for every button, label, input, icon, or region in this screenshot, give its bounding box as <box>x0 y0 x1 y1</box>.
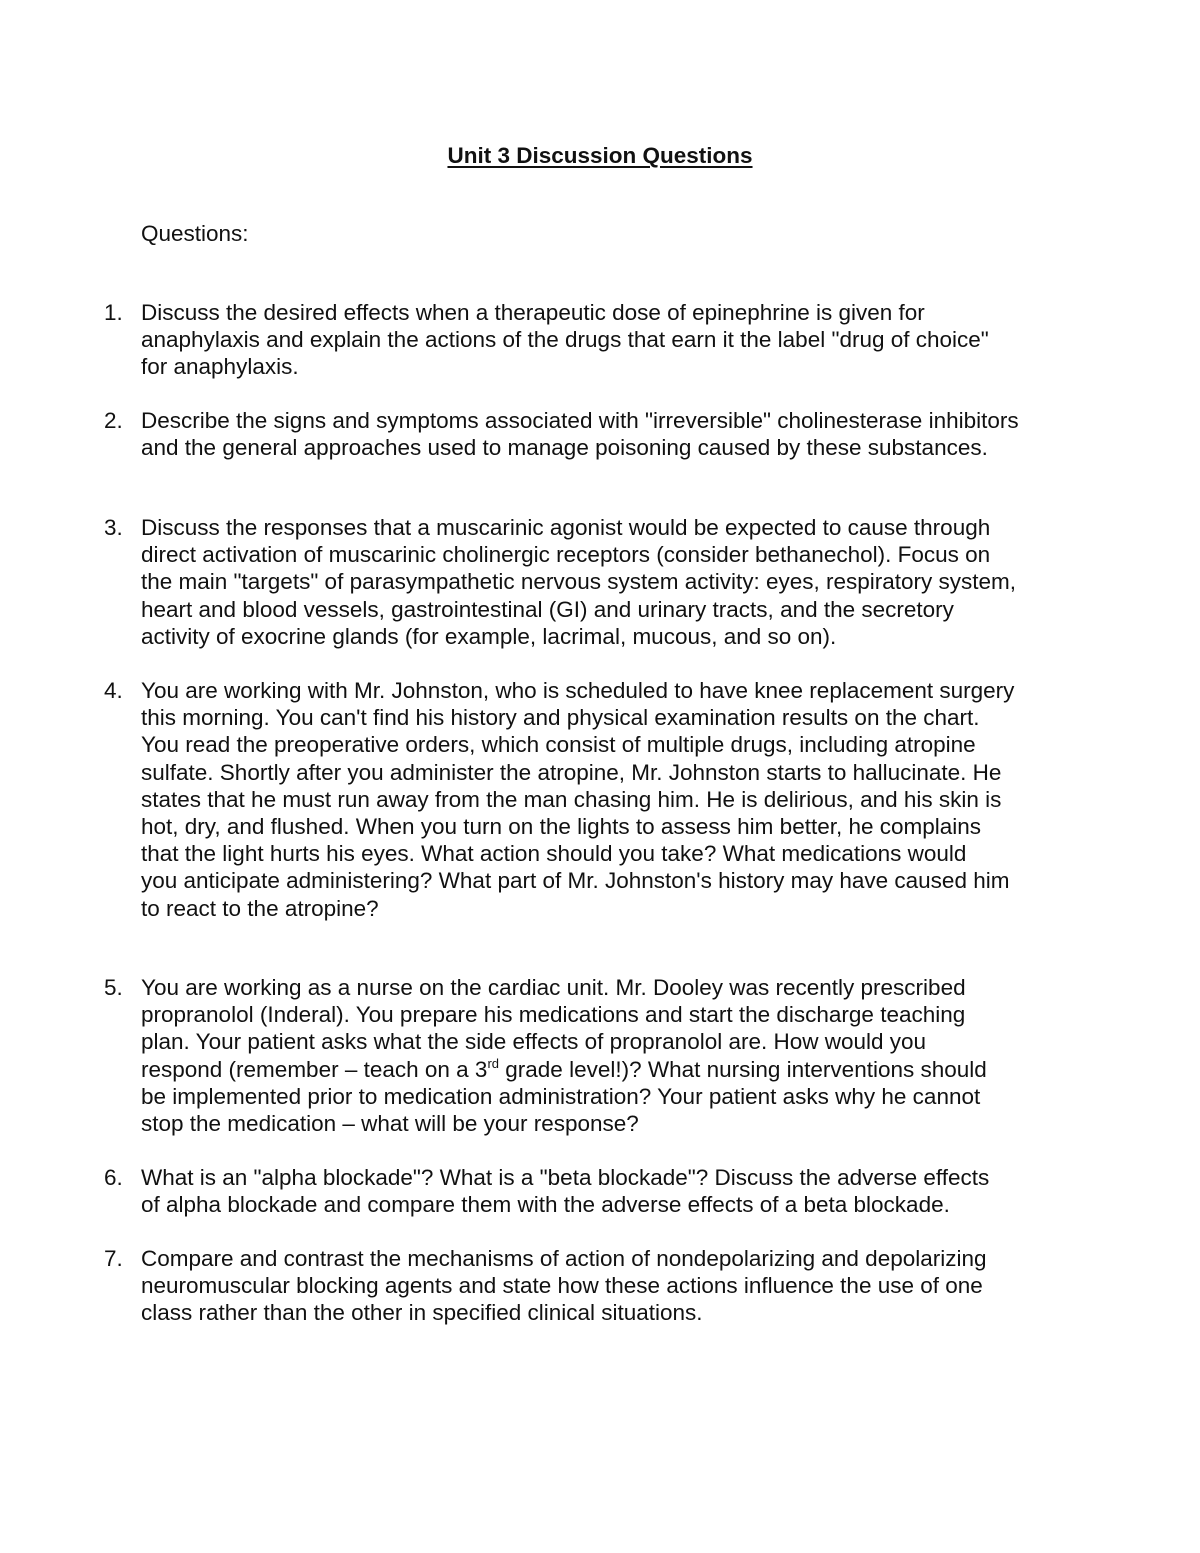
question-text <box>141 974 1071 1137</box>
question-text <box>141 677 1071 922</box>
question-line: and the general approaches used to manage poisoning caused by these substances. <box>141 435 988 461</box>
question-number: 4. <box>104 678 123 703</box>
question-number: 1. <box>104 300 123 325</box>
question-line: be implemented prior to medication administration? Your patient asks why he cannot <box>141 1083 981 1109</box>
question-line: What is an "alpha blockade"? What is a "beta blockade"? Discuss the adverse effects <box>141 1165 990 1190</box>
question-line: the main "targets" of parasympathetic nervous system activity: eyes, respiratory system, <box>141 569 1017 595</box>
question-line: direct activation of muscarinic cholinergic receptors (consider bethanechol). Focus on <box>141 542 991 568</box>
question-line: class rather than the other in specified clinical situations. <box>141 1300 703 1326</box>
question-line: You are working with Mr. Johnston, who is scheduled to have knee replacement surgery <box>141 678 1015 703</box>
questions-heading: Questions: <box>141 221 249 246</box>
question-number: 2. <box>104 408 123 433</box>
question-line: You are working as a nurse on the cardiac unit. Mr. Dooley was recently prescribed <box>141 975 966 1000</box>
question-text <box>141 407 1071 461</box>
question-line: Discuss the responses that a muscarinic agonist would be expected to cause through <box>141 515 991 540</box>
question-line: stop the medication – what will be your response? <box>141 1111 639 1137</box>
question-line: propranolol (Inderal). You prepare his medications and start the discharge teaching <box>141 1002 966 1028</box>
question-line: you anticipate administering? What part of Mr. Johnston's history may have caused him <box>141 868 1010 894</box>
question-line: neuromuscular blocking agents and state how these actions influence the use of one <box>141 1273 983 1299</box>
question-text <box>141 1164 1071 1218</box>
question-line: that the light hurts his eyes. What action should you take? What medications would <box>141 841 967 867</box>
question-line: You read the preoperative orders, which consist of multiple drugs, including atropine <box>141 732 976 758</box>
question-line: sulfate. Shortly after you administer the atropine, Mr. Johnston starts to hallucinate. He <box>141 759 1002 785</box>
question-line: Discuss the desired effects when a therapeutic dose of epinephrine is given for <box>141 300 925 325</box>
question-line: heart and blood vessels, gastrointestinal (GI) and urinary tracts, and the secretory <box>141 596 954 622</box>
question-line: for anaphylaxis. <box>141 354 299 380</box>
question-line-part: respond (remember – teach on a 3 <box>141 1056 488 1082</box>
question-line: of alpha blockade and compare them with the adverse effects of a beta blockade. <box>141 1192 950 1218</box>
question-line: to react to the atropine? <box>141 895 379 921</box>
question-line: anaphylaxis and explain the actions of the drugs that earn it the label "drug of choice" <box>141 327 989 353</box>
question-number: 5. <box>104 975 123 1000</box>
document-title: Unit 3 Discussion Questions <box>447 143 753 168</box>
question-line: states that he must run away from the man chasing him. He is delirious, and his skin is <box>141 786 1002 812</box>
question-line-with-superscript <box>141 1056 1071 1083</box>
question-number: 6. <box>104 1165 123 1190</box>
question-line: plan. Your patient asks what the side effects of propranolol are. How would you <box>141 1029 927 1055</box>
question-text <box>141 514 1071 650</box>
question-number: 3. <box>104 515 123 540</box>
question-text <box>141 1245 1071 1327</box>
question-line: Compare and contrast the mechanisms of action of nondepolarizing and depolarizing <box>141 1246 987 1271</box>
question-line: hot, dry, and flushed. When you turn on the lights to assess him better, he complains <box>141 814 982 840</box>
question-line: this morning. You can't find his history and physical examination results on the chart. <box>141 705 980 731</box>
question-text <box>141 299 1071 381</box>
question-line-part: grade level!)? What nursing interventions should <box>499 1056 987 1082</box>
question-line: Describe the signs and symptoms associated with "irreversible" cholinesterase inhibitors <box>141 408 1019 433</box>
question-line: activity of exocrine glands (for example, lacrimal, mucous, and so on). <box>141 623 837 649</box>
ordinal-superscript: rd <box>487 1055 500 1071</box>
question-number: 7. <box>104 1246 123 1271</box>
